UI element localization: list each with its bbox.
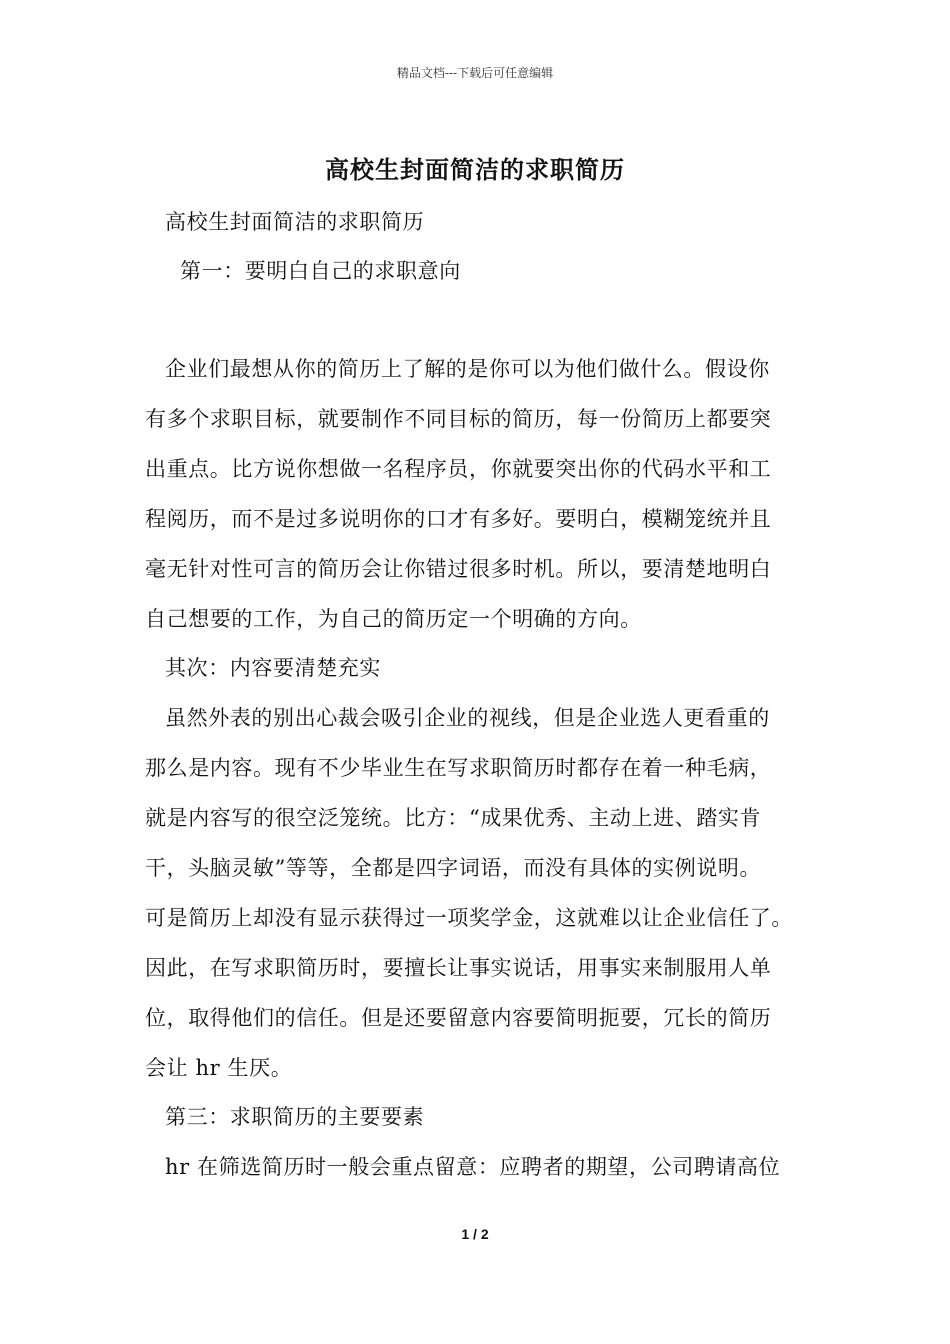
paragraph-line: 干，头脑灵敏”等等，全都是四字词语，而没有具体的实例说明。 bbox=[145, 856, 762, 880]
paragraph-line: 毫无针对性可言的简历会让你错过很多时机。所以，要清楚地明白 bbox=[145, 557, 772, 581]
paragraph-line: 程阅历，而不是过多说明你的口才有多好。要明白，模糊笼统并且 bbox=[145, 507, 772, 531]
paragraph-line: 因此，在写求职简历时，要擅长让事实说话，用事实来制服用人单 bbox=[145, 956, 772, 980]
paragraph-line: 有多个求职目标，就要制作不同目标的简历，每一份简历上都要突 bbox=[145, 407, 772, 431]
paragraph-line: 企业们最想从你的简历上了解的是你可以为他们做什么。假设你 bbox=[165, 357, 770, 381]
document-header-note: 精品文档---下载后可任意编辑 bbox=[396, 66, 554, 80]
page-number: 1 / 2 bbox=[461, 1226, 489, 1242]
paragraph-line: 虽然外表的别出心裁会吸引企业的视线，但是企业选人更看重的 bbox=[165, 706, 770, 730]
section-heading-2: 其次：内容要清楚充实 bbox=[165, 656, 381, 680]
paragraph-line: 会让 hr 生厌。 bbox=[145, 1056, 293, 1080]
document-title: 高校生封面简洁的求职简历 bbox=[325, 155, 625, 184]
paragraph-line: 位，取得他们的信任。但是还要留意内容要简明扼要，冗长的简历 bbox=[145, 1006, 772, 1030]
section-heading-1: 第一：要明白自己的求职意向 bbox=[180, 259, 461, 283]
subtitle-line: 高校生封面简洁的求职简历 bbox=[165, 210, 425, 234]
paragraph-line: hr 在筛选简历时一般会重点留意：应聘者的期望，公司聘请高位 bbox=[165, 1155, 781, 1179]
section-heading-3: 第三：求职简历的主要要素 bbox=[165, 1105, 425, 1129]
paragraph-line: 那么是内容。现有不少毕业生在写求职简历时都存在着一种毛病， bbox=[145, 756, 772, 780]
paragraph-line: 可是简历上却没有显示获得过一项奖学金，这就难以让企业信任了。 bbox=[145, 906, 793, 930]
paragraph-line: 出重点。比方说你想做一名程序员，你就要突出你的代码水平和工 bbox=[145, 457, 772, 481]
paragraph-line: 就是内容写的很空泛笼统。比方：“成果优秀、主动上进、踏实肯 bbox=[145, 806, 762, 830]
paragraph-line: 自己想要的工作，为自己的简历定一个明确的方向。 bbox=[145, 607, 642, 631]
